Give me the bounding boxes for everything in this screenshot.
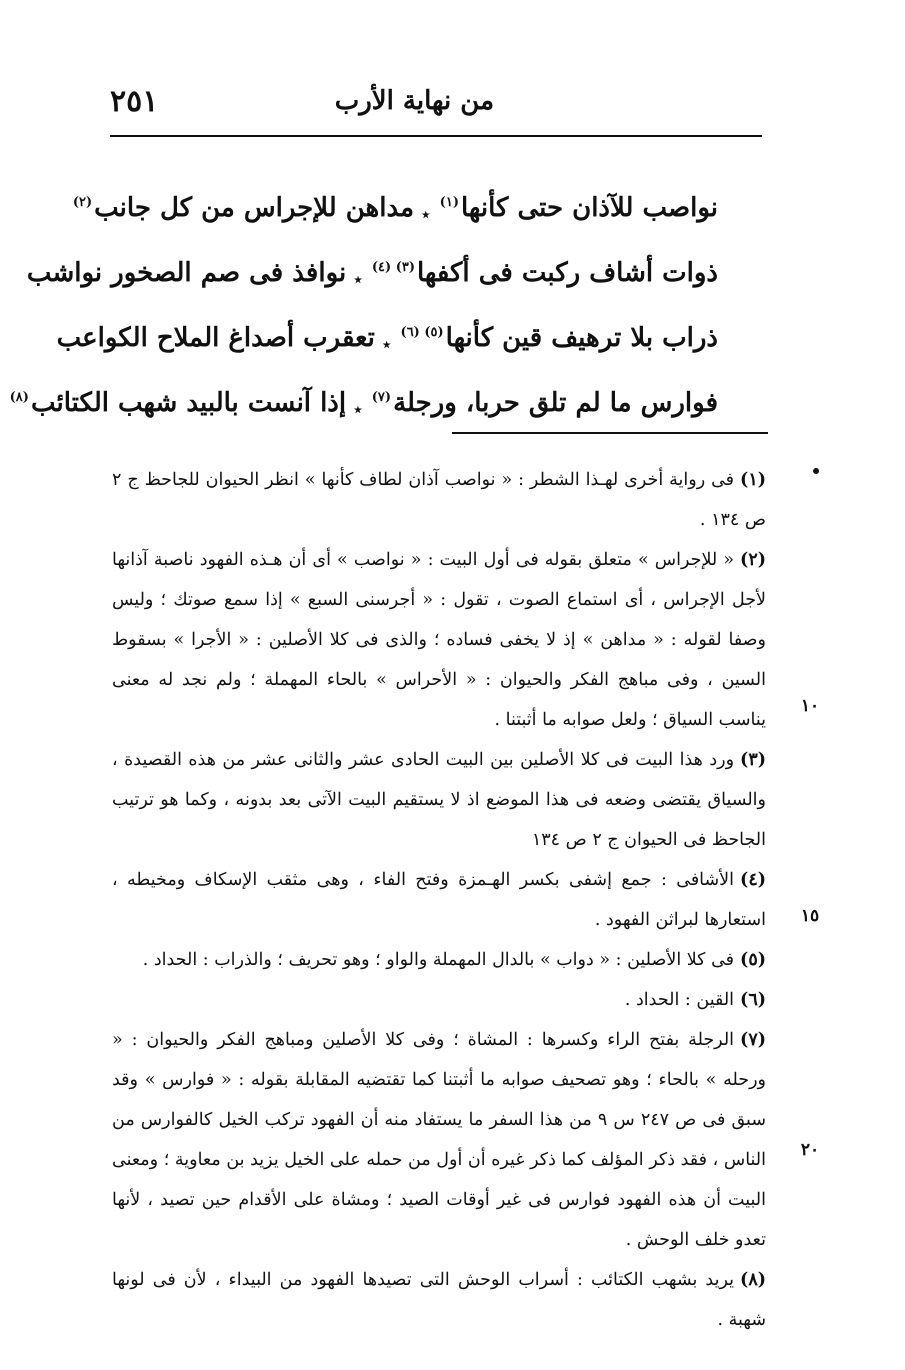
- footnote-reference: (٧): [371, 390, 392, 406]
- footnote: [112, 540, 766, 740]
- footnote: [112, 740, 766, 860]
- footnote-text: فى كلا الأصلين : « دواب » بالدال المهملة والواو ؛ وهو تحريف ؛ والذراب : الحداد .: [142, 950, 735, 970]
- footnote-reference: (٥) (٦): [400, 325, 444, 341]
- footnote-text: القين : الحداد .: [624, 990, 735, 1010]
- margin-line-number-20: ٢٠: [800, 1140, 820, 1160]
- footnote-reference: (٨): [9, 390, 29, 406]
- first-hemistich: فوارس ما لم تلق حربا، ورجلة$^{(٧)}$: [371, 388, 718, 418]
- page-number: ٢٥١: [110, 84, 159, 119]
- hemistich-separator: ٭: [422, 207, 430, 223]
- footnote-text: « للإجراس » متعلق بقوله فى أول البيت : « نواصب » أى أن هـذه الفهود ناصبة آذانها لأجل الإجراس ، أى استماع الصوت ، تقول : « أجرسنى السبع » إذا سمع صوتك ؛ وليس وصفا لقوله : « مداهن » إذ لا يخفى فساده ؛ والذى فى كلا الأصلين : « الأجرا » بسقوط السين ، وفى مباهج الفكر والحيوان : « الأحراس » بالحاء المهملة ؛ ولم نجد له معنى يناسب السياق ؛ ولعل صوابه ما أثبتنا .: [112, 550, 766, 730]
- margin-line-number-10: ١٠: [800, 696, 820, 716]
- first-hemistich: ذوات أشاف ركبت فى أكفها$^{(٣) (٤)}$: [371, 258, 718, 288]
- footnote-text: يريد بشهب الكتائب : أسراب الوحش التى تصيدها الفهود من البيداء ، لأن فى لونها شهبة .: [112, 1270, 766, 1330]
- footnote-number: (٣): [740, 750, 766, 770]
- verse: [26, 223, 718, 288]
- footnote: [112, 1260, 766, 1340]
- first-hemistich: نواصب للآذان حتى كأنها$^{(١)}$: [439, 193, 718, 223]
- footnote-text: ورد هذا البيت فى كلا الأصلين بين البيت الحادى عشر والثانى عشر من هذه القصيدة ، والسياق يقتضى وضعه فى هذا الموضع اذ لا يستقيم البيت الآتى بعد بدونه ، وكما هو ترتيب الجاحظ فى الحيوان ج ٢ ص ١٣٤: [112, 750, 766, 850]
- footnote-text: فى رواية أخرى لهـذا الشطر : « نواصب آذان لطاف كأنها » انظر الحيوان للجاحظ ج ٢ ص ١٣٤ .: [112, 470, 766, 530]
- running-title: من نهاية الأرب: [334, 86, 494, 116]
- footnote-number: (٥): [740, 950, 766, 970]
- verse: [9, 353, 718, 418]
- second-hemistich: إذا آنست بالبيد شهب الكتائب$^{(٨)}$: [9, 388, 347, 418]
- footnote: [112, 940, 766, 980]
- margin-dot: •: [810, 462, 822, 482]
- footnote-number: (٨): [740, 1270, 766, 1290]
- first-hemistich: ذراب بلا ترهيف قين كأنها$^{(٥) (٦)}$: [400, 323, 718, 353]
- second-hemistich: مداهن للإجراس من كل جانب$^{(٢)}$: [72, 193, 415, 223]
- footnote: [112, 460, 766, 540]
- poem: [9, 158, 718, 418]
- footnote-reference: (٣) (٤): [371, 260, 415, 276]
- footnote-rule: [452, 432, 768, 434]
- second-hemistich: تعقرب أصداغ الملاح الكواعب: [56, 323, 375, 353]
- page-header: [110, 82, 762, 130]
- footnote-reference: (٢): [72, 195, 93, 211]
- hemistich-separator: ٭: [382, 337, 391, 353]
- second-hemistich: نوافذ فى صم الصخور نواشب: [26, 258, 347, 288]
- footnotes: [112, 460, 766, 1340]
- footnote-number: (٧): [740, 1030, 766, 1050]
- header-rule: [110, 135, 762, 137]
- footnote: [112, 980, 766, 1020]
- footnote: [112, 860, 766, 940]
- footnote-text: الأشافى : جمع إشفى بكسر الهـمزة وفتح الفاء ، وهى مثقب الإسكاف ومخيطه ، استعارها لبراثن الفهود .: [112, 870, 766, 930]
- hemistich-separator: ٭: [354, 272, 362, 288]
- verse: [72, 158, 718, 223]
- footnote-number: (٦): [740, 990, 766, 1010]
- footnote: [112, 1020, 766, 1260]
- hemistich-separator: ٭: [354, 402, 362, 418]
- footnote-number: (٤): [740, 870, 766, 890]
- footnote-reference: (١): [439, 195, 459, 211]
- verse: [56, 288, 718, 353]
- footnote-text: الرجلة بفتح الراء وكسرها : المشاة ؛ وفى كلا الأصلين ومباهج الفكر والحيوان : « ورحله » بالحاء ؛ وهو تصحيف صوابه ما أثبتنا كما تقتضيه المقابلة بقوله : « فوارس » وقد سبق فى ص ٢٤٧ س ٩ من هذا السفر ما يستفاد منه أن الفهود تركب الخيل كالفوارس من الناس ، فقد ذكر المؤلف كما ذكر غيره أن أول من حمله على الخيل يزيد بن معاوية ؛ ومعنى البيت أن هذه الفهود فوارس فى غير أوقات الصيد ؛ ومشاة على الأقدام حين تصيد ، لأنها تعدو خلف الوحش .: [112, 1030, 766, 1250]
- footnote-number: (٢): [740, 550, 766, 570]
- margin-line-number-15: ١٥: [800, 906, 820, 926]
- footnote-number: (١): [740, 470, 766, 490]
